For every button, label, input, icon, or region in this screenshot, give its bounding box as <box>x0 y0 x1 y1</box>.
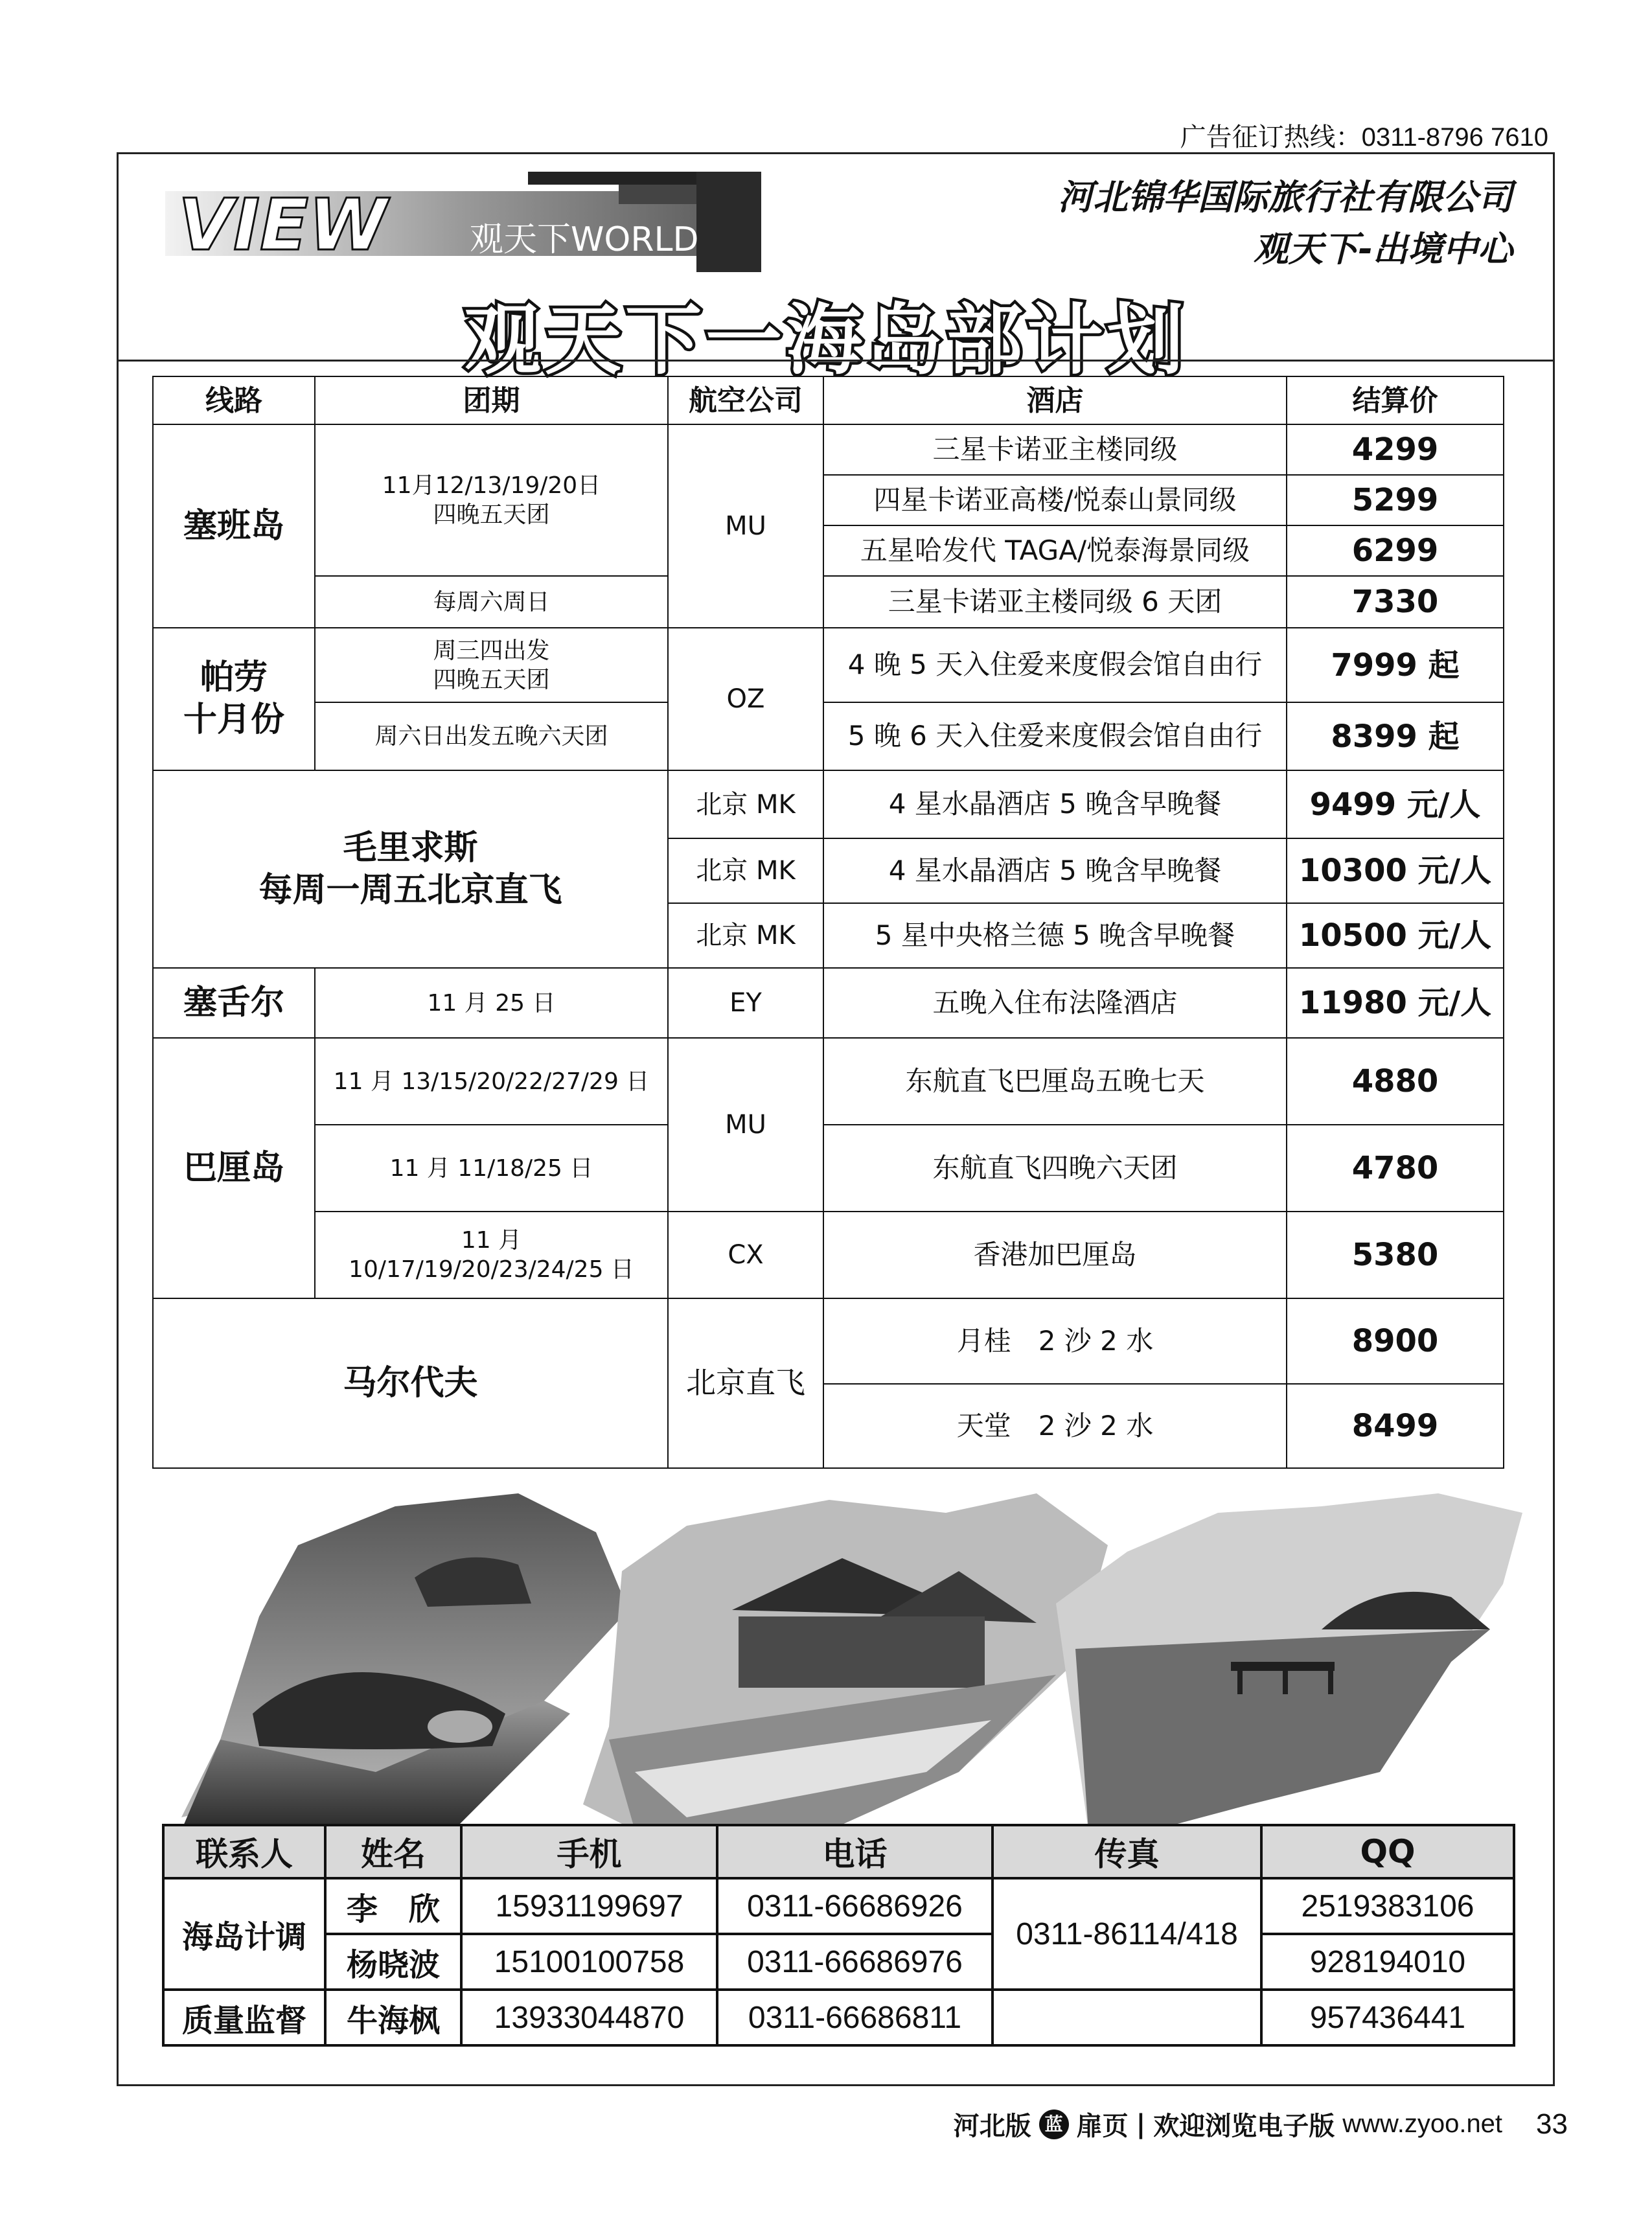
hotel-cell: 东航直飞四晚六天团 <box>823 1125 1287 1212</box>
contact-mobile: 15931199697 <box>461 1878 717 1934</box>
table-row <box>153 1212 1504 1298</box>
contact-phone: 0311-66686976 <box>717 1934 992 1990</box>
dates-cell: 周六日出发五晚六天团 <box>315 702 668 770</box>
contact-table <box>162 1824 1515 2047</box>
price-cell: 4299 <box>1287 424 1504 475</box>
hotel-cell: 5 晚 6 天入住爱来度假会馆自由行 <box>823 702 1287 770</box>
airline-cell: 北京 MK <box>668 838 823 903</box>
contact-mobile: 13933044870 <box>461 1990 717 2045</box>
header-qq: QQ <box>1261 1825 1514 1878</box>
route-cell: 塞舌尔 <box>153 968 315 1038</box>
header-mobile: 手机 <box>461 1825 717 1878</box>
island-photo-collage <box>181 1467 1542 1837</box>
resort-pool-photo <box>583 1493 1108 1830</box>
hotel-cell: 三星卡诺亚主楼同级 6 天团 <box>823 576 1287 628</box>
header-dates: 团期 <box>315 376 668 424</box>
footer-separator: | <box>1136 2109 1146 2139</box>
date-text: 11月12/13/19/20日 <box>382 472 601 499</box>
svg-text:观天下WORLD: 观天下WORLD <box>470 220 699 259</box>
dates-cell: 11 月 11/18/25 日 <box>315 1125 668 1212</box>
table-row <box>153 702 1504 770</box>
contact-name: 杨晓波 <box>325 1934 461 1990</box>
hotel-cell: 4 星水晶酒店 5 晚含早晚餐 <box>823 838 1287 903</box>
table-row <box>153 576 1504 628</box>
header-hotel: 酒店 <box>823 376 1287 424</box>
route-cell: 塞班岛 <box>153 424 315 628</box>
hotel-cell: 五晚入住布法隆酒店 <box>823 968 1287 1038</box>
contact-role: 质量监督 <box>163 1990 325 2045</box>
date-text: 四晚五天团 <box>433 501 550 528</box>
company-dept: 观天下-出境中心 <box>1253 229 1513 270</box>
hotel-cell: 三星卡诺亚主楼同级 <box>823 424 1287 475</box>
contact-row <box>163 1934 1514 1990</box>
airline-cell: 北京 MK <box>668 770 823 838</box>
header-fax: 传真 <box>992 1825 1261 1878</box>
table-row <box>153 628 1504 702</box>
dates-cell <box>315 424 668 576</box>
footer-welcome: 欢迎浏览电子版 <box>1153 2111 1335 2141</box>
airline-cell: EY <box>668 968 823 1038</box>
footer-website-link[interactable]: www.zyoo.net <box>1342 2110 1503 2138</box>
table-row <box>153 770 1504 838</box>
date-text: 11 月 <box>461 1227 522 1254</box>
price-cell: 6299 <box>1287 525 1504 576</box>
contact-fax: 0311-86114/418 <box>992 1878 1261 1990</box>
table-row <box>153 424 1504 475</box>
route-text: 帕劳 <box>200 658 268 697</box>
route-text: 每周一周五北京直飞 <box>258 870 562 910</box>
hotel-cell: 东航直飞巴厘岛五晚七天 <box>823 1038 1287 1125</box>
hotel-cell: 四星卡诺亚高楼/悦泰山景同级 <box>823 475 1287 525</box>
hotel-cell: 5 星中央格兰德 5 晚含早晚餐 <box>823 903 1287 968</box>
dates-cell: 每周六周日 <box>315 576 668 628</box>
airline-cell: 北京 MK <box>668 903 823 968</box>
svg-text:VIEW: VIEW <box>178 183 387 266</box>
header-airline: 航空公司 <box>668 376 823 424</box>
company-block <box>1058 172 1513 275</box>
contact-name: 牛海枫 <box>325 1990 461 2045</box>
table-header-row <box>153 376 1504 424</box>
header-price: 结算价 <box>1287 376 1504 424</box>
hotel-cell: 五星哈发代 TAGA/悦泰海景同级 <box>823 525 1287 576</box>
price-cell: 8900 <box>1287 1298 1504 1384</box>
table-row <box>153 1125 1504 1212</box>
company-name: 河北锦华国际旅行社有限公司 <box>1058 177 1513 218</box>
header-phone: 电话 <box>717 1825 992 1878</box>
island-plan-table <box>152 376 1504 1469</box>
rock-islands-photo <box>181 1493 628 1830</box>
dates-cell: 11 月 25 日 <box>315 968 668 1038</box>
contact-row <box>163 1878 1514 1934</box>
page-footer <box>954 2106 1568 2143</box>
contact-phone: 0311-66686926 <box>717 1878 992 1934</box>
price-cell: 11980 元/人 <box>1287 968 1504 1038</box>
table-row <box>153 1038 1504 1125</box>
title-divider <box>117 360 1555 362</box>
airline-cell: CX <box>668 1212 823 1298</box>
airline-cell: MU <box>668 1038 823 1212</box>
route-cell: 马尔代夫 <box>153 1298 668 1468</box>
contact-role: 海岛计调 <box>163 1878 325 1990</box>
hotel-cell: 4 星水晶酒店 5 晚含早晚餐 <box>823 770 1287 838</box>
price-cell: 8499 <box>1287 1384 1504 1468</box>
date-text: 10/17/19/20/23/24/25 日 <box>349 1256 634 1283</box>
price-cell: 7999 起 <box>1287 628 1504 702</box>
hotel-cell: 天堂 2 沙 2 水 <box>823 1384 1287 1468</box>
hotel-cell: 月桂 2 沙 2 水 <box>823 1298 1287 1384</box>
airline-cell: OZ <box>668 628 823 770</box>
footer-badge-icon: 蓝 <box>1039 2110 1069 2139</box>
header-name: 姓名 <box>325 1825 461 1878</box>
route-cell: 巴厘岛 <box>153 1038 315 1298</box>
contact-fax-empty <box>992 1990 1261 2045</box>
route-text: 毛里求斯 <box>343 828 478 868</box>
date-text: 四晚五天团 <box>433 666 550 693</box>
dates-cell: 11 月 13/15/20/22/27/29 日 <box>315 1038 668 1125</box>
date-text: 周三四出发 <box>433 637 550 664</box>
price-cell: 9499 元/人 <box>1287 770 1504 838</box>
contact-qq: 2519383106 <box>1261 1878 1514 1934</box>
price-cell: 10500 元/人 <box>1287 903 1504 968</box>
contact-name: 李 欣 <box>325 1878 461 1934</box>
route-text: 十月份 <box>183 700 284 739</box>
table-row <box>153 968 1504 1038</box>
hotel-cell: 4 晚 5 天入住爱来度假会馆自由行 <box>823 628 1287 702</box>
header-contact: 联系人 <box>163 1825 325 1878</box>
contact-qq: 957436441 <box>1261 1990 1514 2045</box>
dates-cell <box>315 1212 668 1298</box>
price-cell: 7330 <box>1287 576 1504 628</box>
price-cell: 5299 <box>1287 475 1504 525</box>
view-world-logo <box>165 172 761 272</box>
price-cell: 4880 <box>1287 1038 1504 1125</box>
hotel-cell: 香港加巴厘岛 <box>823 1212 1287 1298</box>
contact-row <box>163 1990 1514 2045</box>
contact-qq: 928194010 <box>1261 1934 1514 1990</box>
header-route: 线路 <box>153 376 315 424</box>
page-title: 观天下一海岛部计划 <box>464 295 1187 385</box>
footer-section: 扉页 <box>1076 2111 1129 2141</box>
airline-cell: 北京直飞 <box>668 1298 823 1468</box>
route-cell <box>153 628 315 770</box>
table-row <box>153 1298 1504 1384</box>
price-cell: 8399 起 <box>1287 702 1504 770</box>
price-cell: 10300 元/人 <box>1287 838 1504 903</box>
contact-mobile: 15100100758 <box>461 1934 717 1990</box>
price-cell: 4780 <box>1287 1125 1504 1212</box>
beach-pier-photo <box>1056 1493 1522 1830</box>
contact-phone: 0311-66686811 <box>717 1990 992 2045</box>
airline-cell: MU <box>668 424 823 628</box>
page-number: 33 <box>1536 2108 1568 2140</box>
route-cell <box>153 770 668 968</box>
price-cell: 5380 <box>1287 1212 1504 1298</box>
footer-edition: 河北版 <box>953 2111 1031 2141</box>
ad-hotline: 广告征订热线：0311-8796 7610 <box>1180 123 1548 152</box>
dates-cell <box>315 628 668 702</box>
contact-header-row <box>163 1825 1514 1878</box>
